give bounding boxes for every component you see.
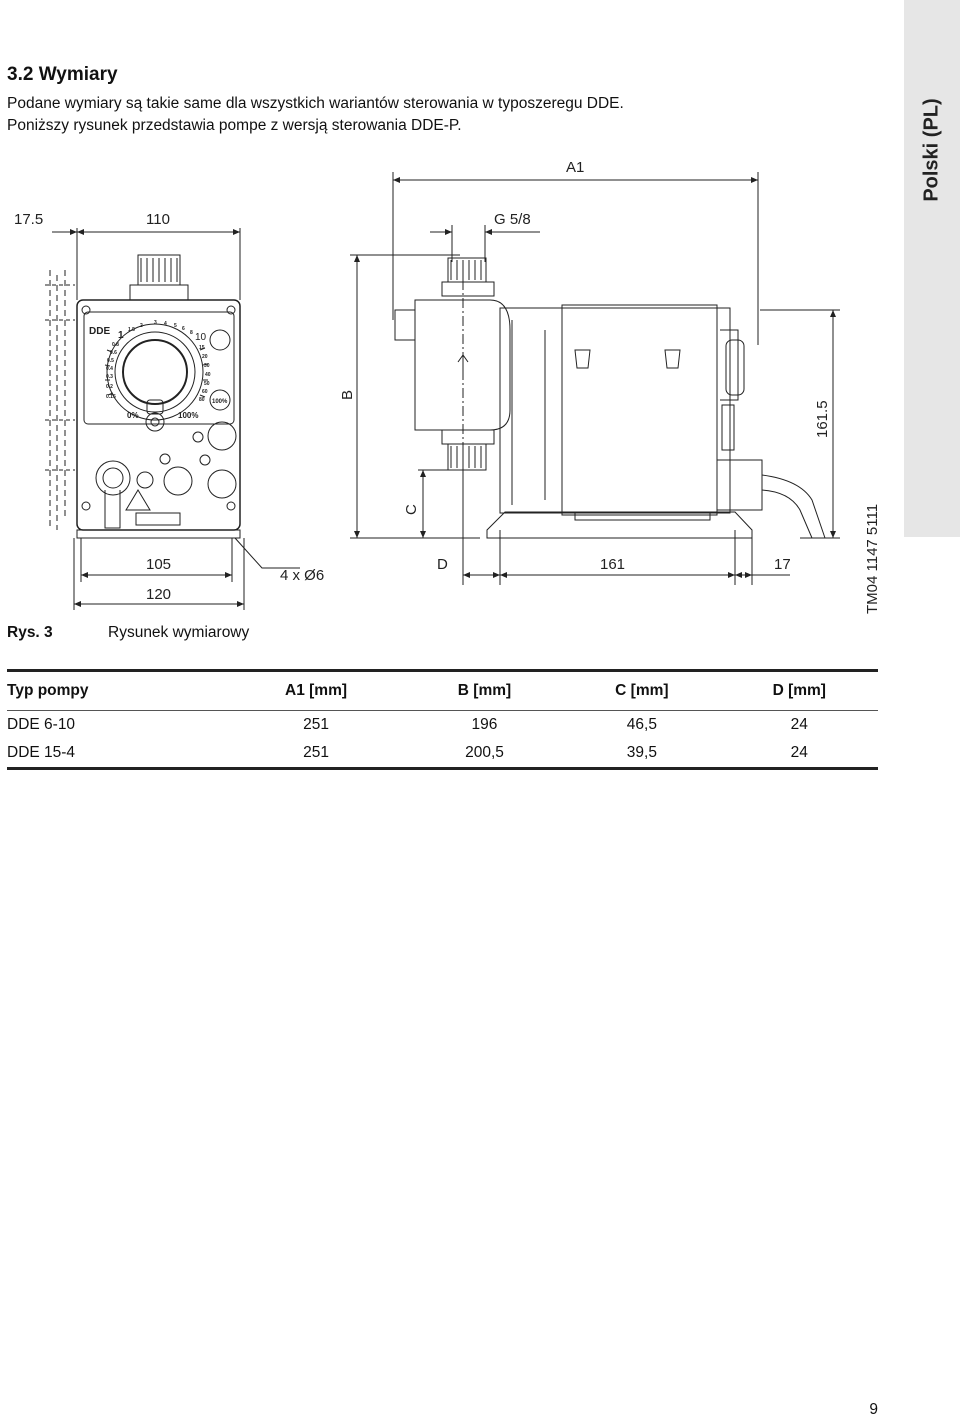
table-row: [7, 711, 878, 740]
figure-title: Rysunek wymiarowy: [108, 624, 250, 641]
panel-tick-left: 0.2: [106, 384, 113, 390]
dim-g58: G 5/8: [494, 211, 531, 228]
col-header-a1: A1 [mm]: [226, 671, 406, 711]
table-cell: DDE 15-4: [7, 739, 226, 769]
panel-pct-100: 100%: [178, 411, 199, 420]
section-title: 3.2 Wymiary: [7, 64, 118, 85]
dim-d: D: [437, 556, 448, 573]
intro-line-2: Poniższy rysunek przedstawia pompe z wersją sterowania DDE-P.: [7, 117, 462, 134]
table-cell: 200,5: [406, 739, 563, 769]
dim-110: 110: [146, 211, 170, 228]
table-cell: 251: [303, 716, 329, 733]
panel-tick-right: 15: [199, 345, 205, 351]
panel-tick-top: 1.5: [128, 327, 135, 333]
dimension-drawing: [0, 150, 900, 620]
panel-tick-right: 30: [204, 363, 210, 369]
panel-tick-top: 2: [140, 323, 143, 329]
dim-holes: 4 x Ø6: [280, 567, 325, 584]
side-view: [350, 172, 840, 585]
dimensions-table: [7, 669, 878, 770]
panel-button-100: 100%: [212, 399, 228, 405]
table-cell: 196: [471, 716, 498, 733]
table-header-row: [7, 671, 878, 711]
panel-tick-top: 6: [182, 326, 185, 332]
drawing-id: TM04 1147 5111: [864, 503, 881, 614]
dim-161-5: 161.5: [814, 400, 831, 438]
panel-tick-right: 20: [202, 354, 208, 360]
front-view: [45, 228, 300, 610]
panel-scale-left: 1: [118, 330, 124, 341]
panel-tick-right: 60: [202, 389, 208, 395]
col-header-b: B [mm]: [406, 671, 563, 711]
panel-tick-left: 0.5: [107, 358, 114, 364]
panel-tick-left: 0.8: [112, 342, 119, 348]
panel-tick-right: 50: [204, 381, 210, 387]
col-header-type: Typ pompy: [7, 671, 226, 711]
dim-17: 17: [774, 556, 791, 573]
panel-tick-left: 0.3: [106, 374, 113, 380]
col-header-c: C [mm]: [563, 671, 720, 711]
panel-pct-0: 0%: [127, 411, 139, 420]
dim-a1: A1: [566, 159, 585, 176]
table-cell: DDE 6-10: [7, 716, 76, 733]
dim-c: C: [403, 504, 420, 515]
table-cell: 39,5: [563, 739, 720, 769]
language-tab-label: Polski (PL): [920, 98, 943, 202]
panel-scale-right: 10: [195, 332, 207, 343]
col-header-d: D [mm]: [721, 671, 878, 711]
table-row: [7, 739, 878, 769]
table-cell: 24: [790, 716, 808, 733]
panel-tick-right: 80: [199, 397, 205, 403]
panel-brand: DDE: [89, 326, 111, 337]
dim-17-5: 17.5: [14, 211, 44, 228]
table-cell: 24: [721, 739, 878, 769]
panel-tick-top: 3: [154, 320, 157, 326]
intro-line-1: Podane wymiary są takie same dla wszystkich wariantów sterowania w typoszeregu DDE.: [7, 95, 624, 112]
panel-tick-top: 5: [174, 323, 177, 329]
panel-tick-top: 4: [164, 321, 167, 327]
figure-number: Rys. 3: [7, 624, 53, 641]
table-cell: 251: [226, 739, 406, 769]
panel-tick-right: 40: [205, 372, 211, 378]
language-tab: [904, 0, 960, 537]
table-cell: 46,5: [626, 716, 657, 733]
page-number: 9: [869, 1401, 878, 1418]
dim-105: 105: [146, 556, 172, 573]
panel-tick-left: 0.4: [106, 366, 113, 372]
dim-120: 120: [146, 586, 172, 603]
panel-tick-top: 8: [190, 330, 193, 336]
panel-tick-left: 0.6: [110, 350, 117, 356]
dim-b: B: [339, 389, 356, 400]
panel-tick-left: 0.15: [106, 394, 116, 400]
dim-161: 161: [600, 556, 626, 573]
